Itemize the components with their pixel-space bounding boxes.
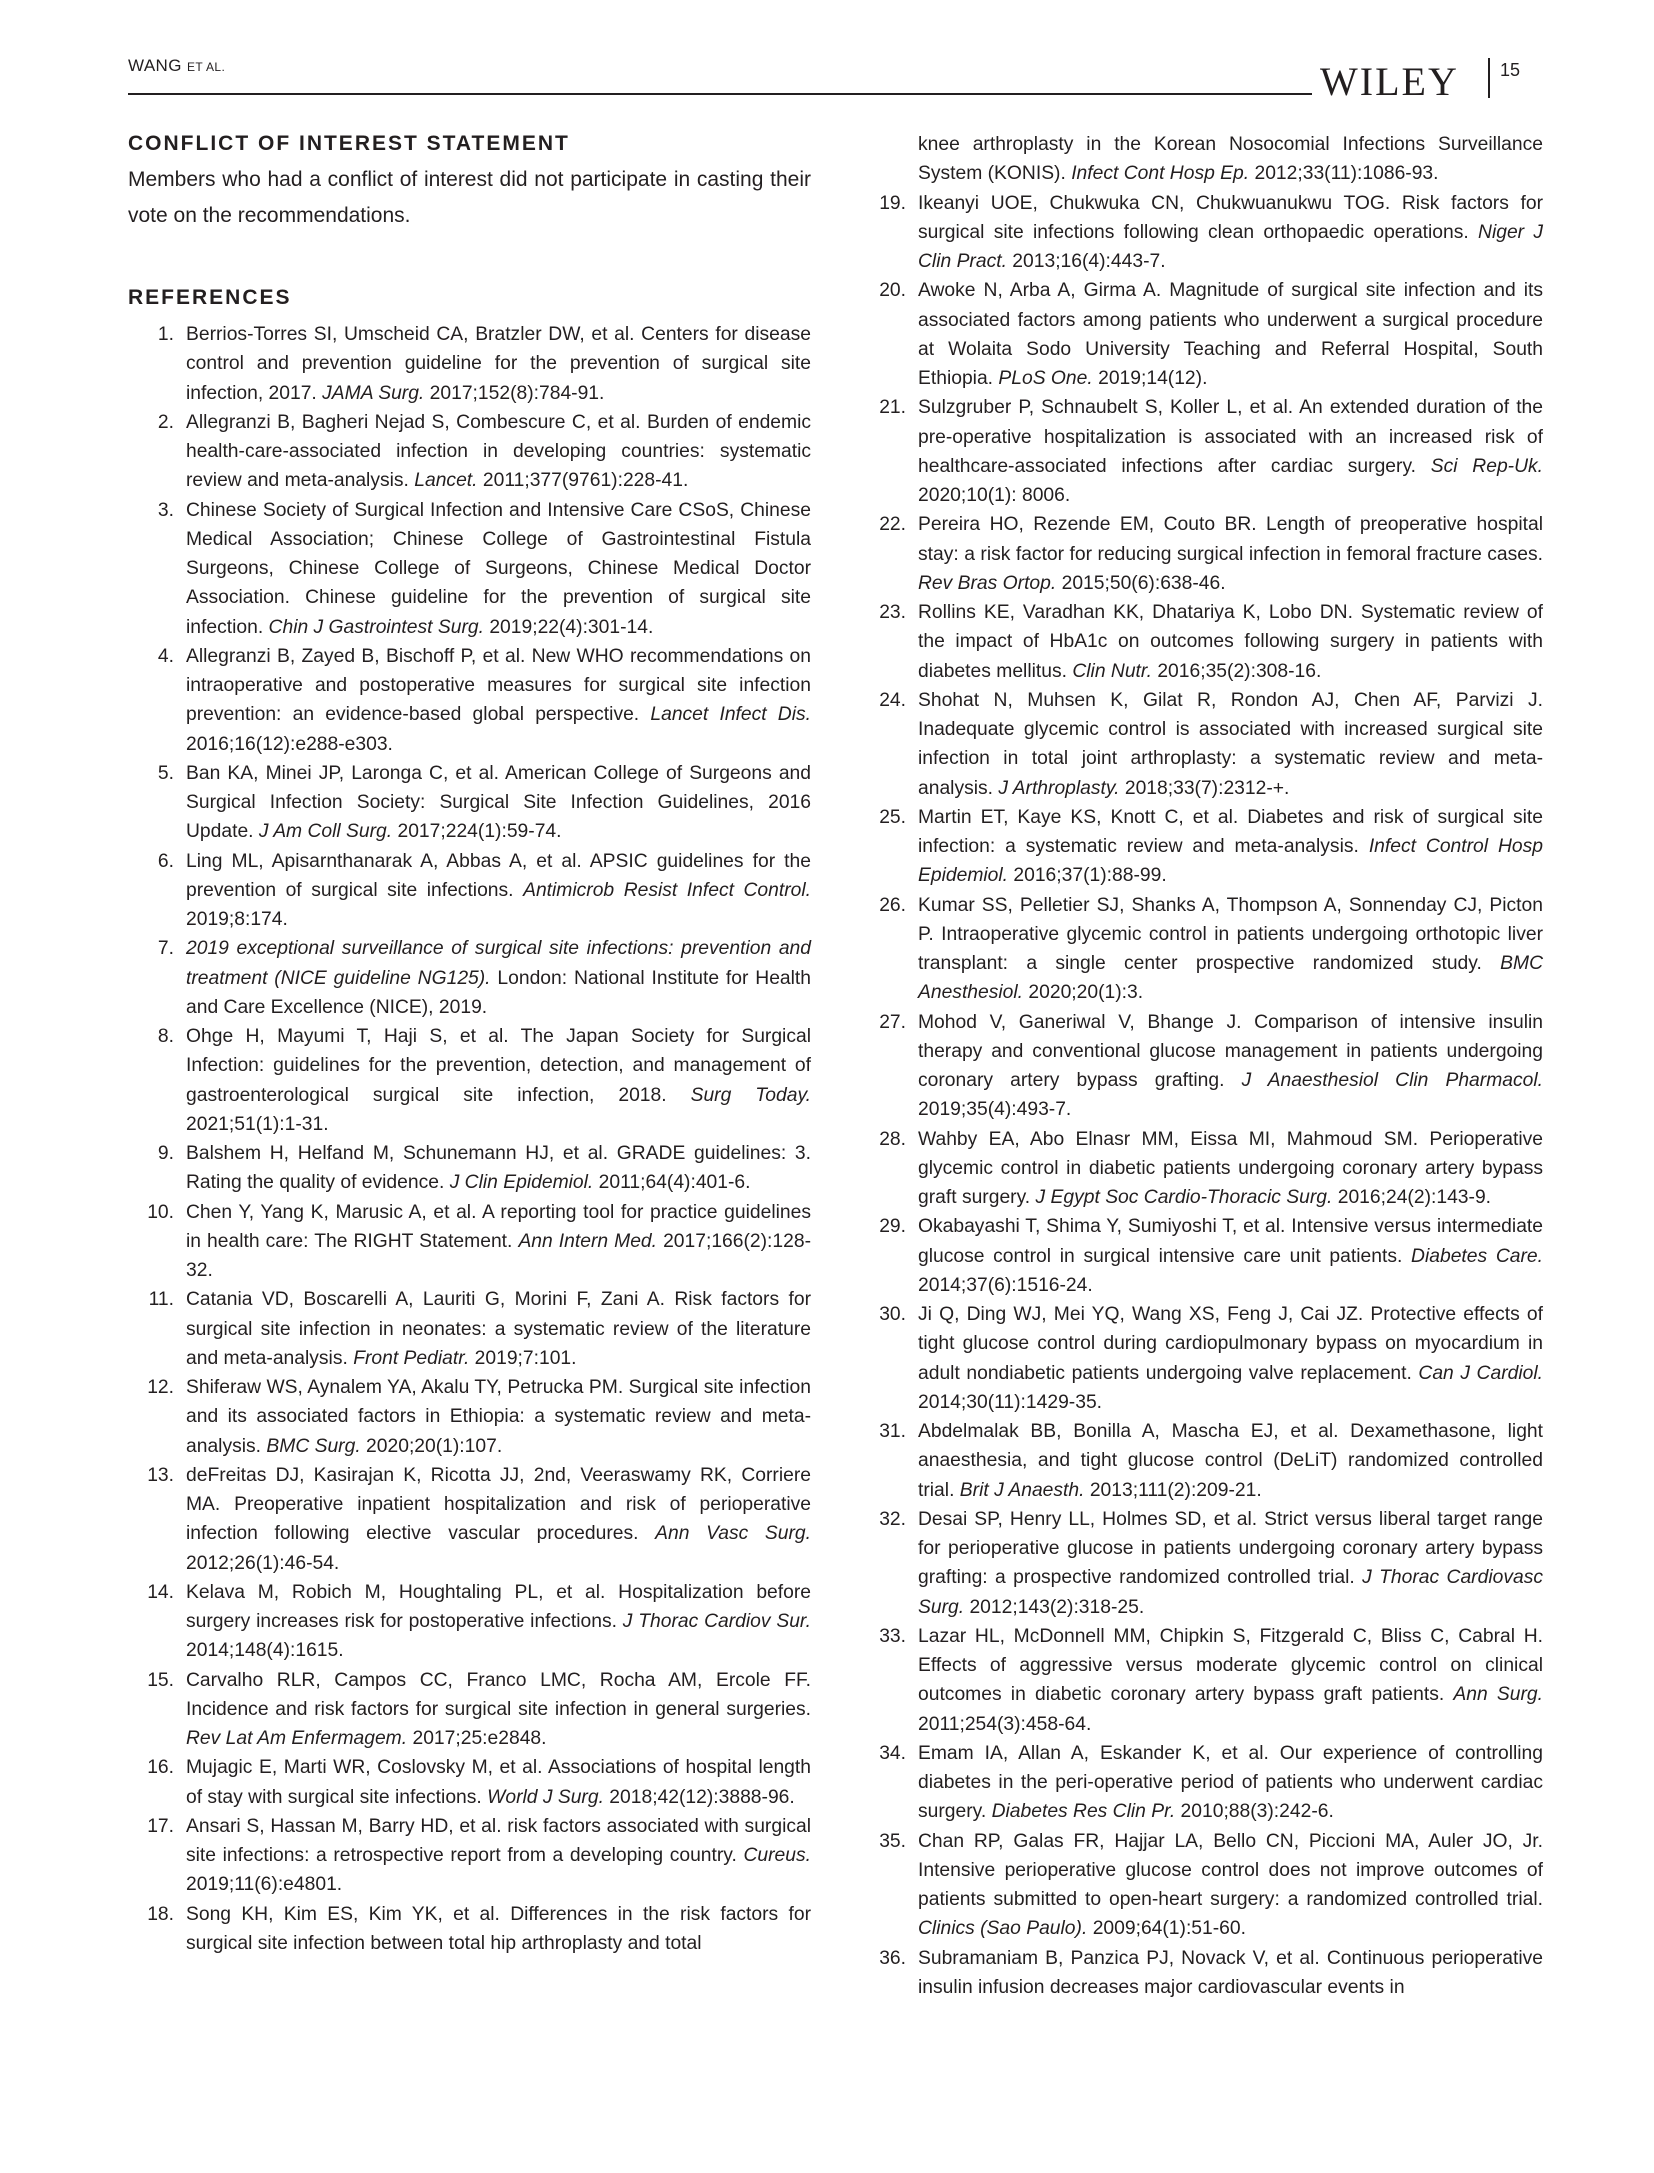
reference-citation: 2012;26(1):46-54. bbox=[186, 1552, 340, 1574]
reference-journal: Lancet Infect Dis. bbox=[650, 704, 812, 726]
reference-journal: Rev Lat Am Enfermagem. bbox=[186, 1728, 408, 1749]
reference-journal: J Thorac Cardiov Sur. bbox=[622, 1611, 811, 1632]
reference-journal: 2019 exceptional surveillance of surgical site infections: prevention and treatment (NICE guideline NG125). bbox=[186, 938, 811, 989]
reference-journal: J Anaesthesiol Clin Pharmacol. bbox=[1241, 1070, 1543, 1091]
reference-citation: 2016;24(2):143-9. bbox=[1337, 1187, 1492, 1208]
reference-citation: 2017;25:e2848. bbox=[412, 1728, 547, 1749]
reference-item bbox=[860, 1505, 1543, 1622]
reference-citation: 2014;148(4):1615. bbox=[186, 1640, 344, 1662]
reference-citation: 2019;7:101. bbox=[474, 1347, 577, 1369]
reference-journal: Ann Intern Med. bbox=[518, 1230, 658, 1252]
reference-number: 16. bbox=[147, 1757, 174, 1779]
reference-number: 33. bbox=[879, 1625, 906, 1647]
reference-text: Okabayashi T, Shima Y, Sumiyoshi T, et al. Intensive versus intermediate glucose control in surgical intensive care unit patients. bbox=[918, 1216, 1543, 1267]
reference-text: Ansari S, Hassan M, Barry HD, et al. risk factors associated with surgical site infections: a retrospective report from a developing country. bbox=[186, 1815, 811, 1866]
reference-text: Balshem H, Helfand M, Schunemann HJ, et al. GRADE guidelines: 3. Rating the quality of evidence. bbox=[186, 1143, 811, 1194]
reference-item bbox=[860, 510, 1543, 598]
reference-text: Ling ML, Apisarnthanarak A, Abbas A, et al. APSIC guidelines for the prevention of surgical site infections. bbox=[186, 850, 811, 901]
reference-citation: 2014;37(6):1516-24. bbox=[918, 1274, 1093, 1296]
reference-item bbox=[128, 759, 811, 847]
reference-text: Ikeanyi UOE, Chukwuka CN, Chukwuanukwu TOG. Risk factors for surgical site infections following clean orthopaedic operations. bbox=[918, 192, 1543, 243]
reference-item bbox=[860, 1827, 1543, 1944]
reference-item bbox=[128, 1461, 811, 1578]
left-column bbox=[128, 130, 811, 1958]
reference-number: 6. bbox=[157, 850, 174, 872]
reference-text: Mujagic E, Marti WR, Coslovsky M, et al. Associations of hospital length of stay with surgical site infections. bbox=[186, 1757, 811, 1808]
running-head bbox=[128, 56, 225, 76]
reference-text: Wahby EA, Abo Elnasr MM, Eissa MI, Mahmoud SM. Perioperative glycemic control in diabetic patients undergoing coronary artery bypass graft surgery. bbox=[918, 1128, 1543, 1208]
reference-journal: JAMA Surg. bbox=[322, 382, 425, 404]
reference-journal: J Am Coll Surg. bbox=[258, 821, 393, 843]
reference-text: Emam IA, Allan A, Eskander K, et al. Our experience of controlling diabetes in the peri-operative period of patients who underwent cardiac surgery. bbox=[918, 1742, 1543, 1823]
reference-text: Abdelmalak BB, Bonilla A, Mascha EJ, et al. Dexamethasone, light anaesthesia, and tight glucose control (DeLiT) randomized controlled trial. bbox=[918, 1421, 1543, 1501]
reference-number: 27. bbox=[879, 1011, 906, 1033]
reference-number: 4. bbox=[157, 645, 174, 667]
reference-item bbox=[860, 276, 1543, 393]
reference-number: 34. bbox=[879, 1742, 906, 1764]
reference-journal: Clin Nutr. bbox=[1072, 660, 1152, 682]
reference-number: 20. bbox=[879, 280, 906, 302]
reference-text: Kumar SS, Pelletier SJ, Shanks A, Thompson A, Sonnenday CJ, Picton P. Intraoperative glycemic control in patients undergoing orthotopic liver transplant: a single center prospective randomized study. bbox=[918, 894, 1543, 974]
reference-item bbox=[128, 1198, 811, 1286]
reference-text: Shohat N, Muhsen K, Gilat R, Rondon AJ, Chen AF, Parvizi J. Inadequate glycemic control is associated with increased surgical site infection in total joint arthroplasty: a systematic review and meta-analysis. bbox=[918, 689, 1543, 799]
reference-text: Martin ET, Kaye KS, Knott C, et al. Diabetes and risk of surgical site infection: a systematic review and meta-analysis. bbox=[918, 806, 1543, 857]
reference-number: 26. bbox=[879, 894, 906, 916]
reference-number: 1. bbox=[157, 324, 174, 345]
reference-item bbox=[860, 1622, 1543, 1739]
right-column bbox=[860, 130, 1543, 2002]
reference-journal: J Arthroplasty. bbox=[998, 777, 1120, 799]
reference-citation: 2017;224(1):59-74. bbox=[397, 821, 562, 843]
reference-item bbox=[860, 1417, 1543, 1505]
reference-number: 31. bbox=[879, 1421, 906, 1442]
continuation-text: knee arthroplasty in the Korean Nosocomial Infections Surveillance System (KONIS). bbox=[918, 134, 1543, 185]
reference-citation: 2019;11(6):e4801. bbox=[186, 1874, 343, 1896]
reference-item bbox=[860, 1008, 1543, 1125]
references-heading: REFERENCES bbox=[128, 286, 292, 309]
reference-journal: Lancet. bbox=[414, 470, 478, 492]
reference-number: 13. bbox=[147, 1464, 174, 1486]
reference-number: 9. bbox=[157, 1143, 174, 1164]
reference-item bbox=[128, 1022, 811, 1139]
reference-number: 17. bbox=[147, 1815, 174, 1837]
reference-citation: 2013;111(2):209-21. bbox=[1089, 1479, 1262, 1501]
reference-text: Ban KA, Minei JP, Laronga C, et al. American College of Surgeons and Surgical Infection Society: Surgical Site Infection Guidelines, 2016 Update. bbox=[186, 762, 811, 843]
reference-journal: Rev Bras Ortop. bbox=[918, 572, 1057, 594]
reference-number: 28. bbox=[879, 1128, 906, 1150]
reference-citation: 2021;51(1):1-31. bbox=[186, 1113, 329, 1135]
reference-item bbox=[128, 320, 811, 408]
reference-number: 12. bbox=[147, 1377, 174, 1398]
reference-18-continuation bbox=[860, 130, 1543, 189]
reference-citation: 2020;10(1): 8006. bbox=[918, 485, 1071, 506]
reference-citation: 2017;152(8):784-91. bbox=[429, 382, 605, 404]
reference-text: Lazar HL, McDonnell MM, Chipkin S, Fitzgerald C, Bliss C, Cabral H. Effects of aggressive versus moderate glycemic control on clinical outcomes in diabetic coronary artery bypass graft patients. bbox=[918, 1625, 1543, 1706]
reference-journal: Cureus. bbox=[743, 1845, 811, 1866]
reference-item bbox=[860, 598, 1543, 686]
reference-number: 32. bbox=[879, 1508, 906, 1530]
reference-journal: World J Surg. bbox=[487, 1786, 604, 1808]
conflict-statement: Members who had a conflict of interest did not participate in casting their vote on the recommendations. bbox=[128, 168, 811, 227]
reference-number: 7. bbox=[157, 938, 174, 960]
reference-number: 23. bbox=[879, 602, 906, 623]
conflict-heading: CONFLICT OF INTEREST STATEMENT bbox=[128, 132, 570, 155]
reference-text: Chen Y, Yang K, Marusic A, et al. A reporting tool for practice guidelines in health care: The RIGHT Statement. bbox=[186, 1201, 811, 1252]
reference-journal: Can J Cardiol. bbox=[1418, 1362, 1543, 1384]
reference-journal: Antimicrob Resist Infect Control. bbox=[523, 879, 812, 901]
reference-list-right bbox=[860, 189, 1543, 2003]
reference-item bbox=[860, 891, 1543, 1008]
reference-item bbox=[128, 1578, 811, 1666]
reference-number: 10. bbox=[147, 1201, 174, 1223]
reference-item bbox=[860, 1212, 1543, 1300]
running-head-authors: WANG bbox=[128, 56, 182, 75]
continuation-tail: 2012;33(11):1086-93. bbox=[1254, 163, 1439, 185]
reference-citation: 2011;254(3):458-64. bbox=[918, 1713, 1092, 1735]
reference-item bbox=[128, 496, 811, 642]
reference-list-left bbox=[128, 320, 811, 1958]
reference-text: Ji Q, Ding WJ, Mei YQ, Wang XS, Feng J, Cai JZ. Protective effects of tight glucose control during cardiopulmonary bypass on myocardium in adult nondiabetic patients undergoing valve replacement. bbox=[918, 1304, 1543, 1384]
reference-number: 14. bbox=[147, 1581, 174, 1603]
reference-item bbox=[860, 393, 1543, 510]
reference-journal: Sci Rep-Uk. bbox=[1430, 455, 1544, 477]
reference-text: Allegranzi B, Zayed B, Bischoff P, et al. New WHO recommendations on intraoperative and postoperative measures for surgical site infection prevention: an evidence-based global perspective. bbox=[186, 645, 811, 726]
reference-text: Song KH, Kim ES, Kim YK, et al. Differences in the risk factors for surgical site infection between total hip arthroplasty and total bbox=[186, 1903, 811, 1954]
reference-text: Carvalho RLR, Campos CC, Franco LMC, Rocha AM, Ercole FF. Incidence and risk factors for surgical site infection in general surgeries. bbox=[186, 1669, 811, 1720]
reference-text: Rollins KE, Varadhan KK, Dhatariya K, Lobo DN. Systematic review of the impact of HbA1c on outcomes following surgery in patients with diabetes mellitus. bbox=[918, 602, 1543, 682]
reference-citation: 2019;35(4):493-7. bbox=[918, 1099, 1072, 1121]
reference-text: Berrios-Torres SI, Umscheid CA, Bratzler DW, et al. Centers for disease control and prevention guideline for the prevention of surgical site infection, 2017. bbox=[186, 324, 811, 404]
reference-number: 15. bbox=[147, 1669, 174, 1691]
reference-item bbox=[860, 1739, 1543, 1827]
reference-journal: Chin J Gastrointest Surg. bbox=[268, 616, 484, 638]
reference-text: deFreitas DJ, Kasirajan K, Ricotta JJ, 2nd, Veeraswamy RK, Corriere MA. Preoperative inpatient hospitalization and risk of perioperative infection following elective vascular procedures. bbox=[186, 1464, 811, 1545]
reference-item bbox=[860, 803, 1543, 891]
reference-citation: 2019;8:174. bbox=[186, 909, 288, 930]
reference-number: 11. bbox=[148, 1289, 174, 1311]
reference-item bbox=[128, 1900, 811, 1959]
reference-item bbox=[860, 686, 1543, 803]
reference-journal: BMC Anesthesiol. bbox=[918, 953, 1543, 1004]
reference-item bbox=[860, 189, 1543, 277]
reference-journal: Front Pediatr. bbox=[353, 1347, 470, 1369]
reference-item bbox=[128, 1373, 811, 1461]
reference-item bbox=[128, 934, 811, 1022]
reference-journal: Brit J Anaesth. bbox=[959, 1479, 1085, 1501]
reference-item bbox=[128, 1666, 811, 1754]
reference-citation: 2011;377(9761):228-41. bbox=[482, 470, 689, 492]
reference-journal: PLoS One. bbox=[998, 368, 1093, 389]
reference-item bbox=[860, 1300, 1543, 1417]
reference-number: 22. bbox=[879, 514, 906, 536]
reference-number: 35. bbox=[879, 1830, 906, 1852]
reference-text: Shiferaw WS, Aynalem YA, Akalu TY, Petrucka PM. Surgical site infection and its associated factors in Ethiopia: a systematic review and meta-analysis. bbox=[186, 1377, 811, 1457]
reference-number: 19. bbox=[879, 192, 906, 214]
running-head-et-al: ET AL. bbox=[186, 60, 226, 74]
reference-journal: Ann Vasc Surg. bbox=[655, 1523, 811, 1545]
reference-text: Subramaniam B, Panzica PJ, Novack V, et al. Continuous perioperative insulin infusion decreases major cardiovascular events in bbox=[918, 1947, 1543, 1998]
reference-text: Kelava M, Robich M, Houghtaling PL, et al. Hospitalization before surgery increases risk for postoperative infections. bbox=[186, 1581, 811, 1632]
reference-text: Chinese Society of Surgical Infection and Intensive Care CSoS, Chinese Medical Association; Chinese College of Gastrointestinal Fistula Surgeons, Chinese College of Surgeons, Chinese Medical Doctor Association. Chinese guideline for the prevention of surgical site infection. bbox=[186, 499, 811, 638]
reference-citation: 2016;16(12):e288-e303. bbox=[186, 733, 393, 755]
reference-citation: 2012;143(2):318-25. bbox=[969, 1596, 1145, 1618]
reference-number: 29. bbox=[879, 1216, 906, 1238]
reference-citation: 2020;20(1):3. bbox=[1028, 982, 1144, 1004]
reference-citation: 2019;22(4):301-14. bbox=[489, 616, 654, 638]
reference-item bbox=[128, 847, 811, 935]
reference-journal: J Thorac Cardiovasc Surg. bbox=[918, 1567, 1543, 1618]
reference-text: Sulzgruber P, Schnaubelt S, Koller L, et al. An extended duration of the pre-operative hospitalization is associated with an increased risk of healthcare-associated infections after cardiac surgery. bbox=[918, 397, 1543, 477]
reference-number: 8. bbox=[157, 1026, 174, 1047]
reference-citation: 2015;50(6):638-46. bbox=[1061, 572, 1226, 594]
reference-text: Allegranzi B, Bagheri Nejad S, Combescure C, et al. Burden of endemic health-care-associated infection in developing countries: systematic review and meta-analysis. bbox=[186, 411, 811, 492]
reference-text: Ohge H, Mayumi T, Haji S, et al. The Japan Society for Surgical Infection: guidelines for the prevention, detection, and management of gastroenterological surgical site infection, 2018. bbox=[186, 1026, 811, 1106]
reference-item bbox=[860, 1944, 1543, 2003]
reference-journal: Ann Surg. bbox=[1453, 1684, 1544, 1706]
reference-item bbox=[128, 1753, 811, 1812]
reference-text: Desai SP, Henry LL, Holmes SD, et al. Strict versus liberal target range for perioperative glucose in patients undergoing coronary artery bypass grafting: a prospective randomized controlled trial. bbox=[918, 1508, 1543, 1589]
reference-number: 24. bbox=[879, 689, 906, 711]
reference-journal: Clinics (Sao Paulo). bbox=[918, 1918, 1088, 1940]
reference-number: 25. bbox=[879, 806, 906, 828]
reference-number: 5. bbox=[157, 762, 174, 784]
reference-text: Mohod V, Ganeriwal V, Bhange J. Comparison of intensive insulin therapy and conventional glucose management in patients undergoing coronary artery bypass grafting. bbox=[918, 1011, 1543, 1091]
reference-number: 3. bbox=[157, 499, 174, 521]
reference-number: 2. bbox=[157, 411, 174, 433]
reference-number: 30. bbox=[879, 1304, 906, 1325]
reference-number: 21. bbox=[879, 397, 906, 419]
reference-citation: 2019;14(12). bbox=[1098, 368, 1208, 389]
reference-journal: J Clin Epidemiol. bbox=[449, 1172, 594, 1194]
reference-citation: 2020;20(1):107. bbox=[366, 1435, 503, 1457]
reference-text: Pereira HO, Rezende EM, Couto BR. Length of preoperative hospital stay: a risk factor for reducing surgical infection in femoral fracture cases. bbox=[918, 514, 1543, 565]
page-number-divider bbox=[1488, 58, 1490, 98]
reference-journal: Surg Today. bbox=[690, 1084, 812, 1106]
reference-citation: 2011;64(4):401-6. bbox=[598, 1172, 751, 1194]
reference-journal: Diabetes Care. bbox=[1411, 1245, 1544, 1267]
reference-item bbox=[860, 1125, 1543, 1213]
reference-citation: 2017;166(2):128-32. bbox=[186, 1230, 811, 1281]
reference-citation: London: National Institute for Health and Care Excellence (NICE), 2019. bbox=[186, 967, 811, 1018]
page-number: 15 bbox=[1500, 60, 1521, 80]
reference-citation: 2016;37(1):88-99. bbox=[1013, 865, 1167, 887]
reference-citation: 2018;33(7):2312-+. bbox=[1124, 777, 1290, 799]
reference-citation: 2018;42(12):3888-96. bbox=[609, 1786, 795, 1808]
reference-journal: BMC Surg. bbox=[266, 1435, 361, 1457]
reference-number: 18. bbox=[147, 1903, 174, 1925]
publisher-logo: WILEY bbox=[1312, 62, 1467, 102]
header-rule bbox=[128, 93, 1312, 95]
reference-citation: 2014;30(11):1429-35. bbox=[918, 1391, 1103, 1413]
reference-item bbox=[128, 1139, 811, 1198]
reference-citation: 2009;64(1):51-60. bbox=[1092, 1918, 1246, 1940]
reference-journal: J Egypt Soc Cardio-Thoracic Surg. bbox=[1035, 1187, 1333, 1208]
reference-citation: 2016;35(2):308-16. bbox=[1157, 660, 1322, 682]
reference-text: Chan RP, Galas FR, Hajjar LA, Bello CN, Piccioni MA, Auler JO, Jr. Intensive perioperative glucose control does not improve outcomes of patients submitted to open-heart surgery: a randomized controlled trial. bbox=[918, 1830, 1543, 1910]
reference-item bbox=[128, 1812, 811, 1900]
continuation-journal: Infect Cont Hosp Ep. bbox=[1071, 163, 1250, 185]
reference-item bbox=[128, 1285, 811, 1373]
reference-journal: Diabetes Res Clin Pr. bbox=[991, 1801, 1176, 1823]
reference-text: Catania VD, Boscarelli A, Lauriti G, Morini F, Zani A. Risk factors for surgical site infection in neonates: a systematic review of the literature and meta-analysis. bbox=[186, 1289, 811, 1369]
reference-journal: Niger J Clin Pract. bbox=[918, 221, 1544, 272]
reference-citation: 2010;88(3):242-6. bbox=[1180, 1801, 1334, 1823]
reference-item bbox=[128, 408, 811, 496]
reference-item bbox=[128, 642, 811, 759]
reference-citation: 2013;16(4):443-7. bbox=[1012, 251, 1166, 272]
reference-journal: Infect Control Hosp Epidemiol. bbox=[918, 836, 1544, 887]
reference-number: 36. bbox=[879, 1947, 906, 1969]
reference-text: Awoke N, Arba A, Girma A. Magnitude of surgical site infection and its associated factors among patients who underwent a surgical procedure at Wolaita Sodo University Teaching and Referral Hospital, South Ethiopia. bbox=[918, 280, 1543, 389]
